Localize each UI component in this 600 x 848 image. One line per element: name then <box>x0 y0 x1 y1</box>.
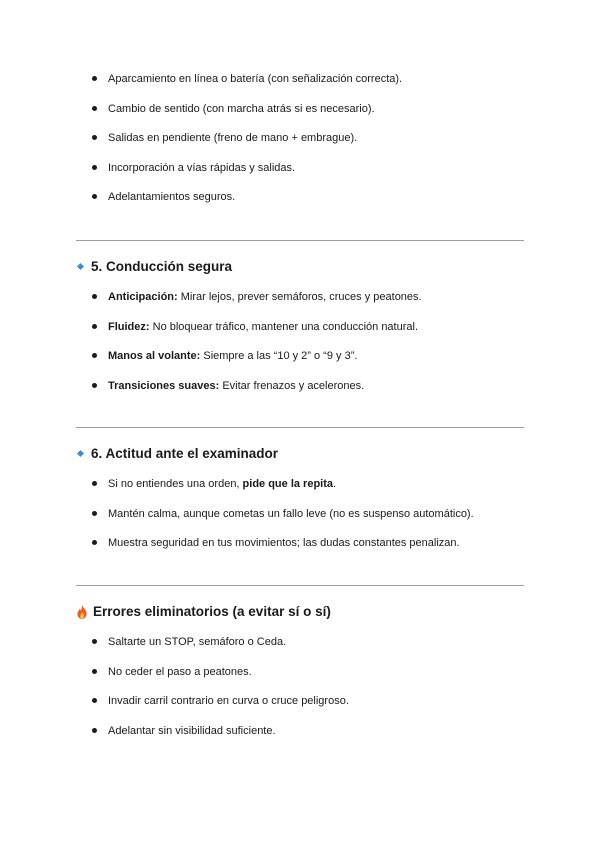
bullet-icon <box>92 165 97 170</box>
diamond-icon <box>77 263 84 270</box>
list-item <box>92 536 532 566</box>
safe-driving-list <box>92 290 532 408</box>
item-emphasis: pide que la repita <box>242 478 334 490</box>
item-text: Si no entiendes una orden, <box>108 478 243 490</box>
bullet-icon <box>92 383 97 388</box>
section-divider <box>76 240 524 241</box>
section-title: 6. Actitud ante el examinador <box>91 446 279 461</box>
list-item <box>92 477 532 507</box>
bullet-icon <box>92 669 97 674</box>
section-heading <box>76 446 278 461</box>
list-item-text: Incorporación a vías rápidas y salidas. <box>108 161 296 174</box>
bullet-icon <box>92 135 97 140</box>
section-divider <box>76 585 524 586</box>
list-item <box>92 72 532 102</box>
item-description: No bloquear tráfico, mantener una conducción natural. <box>149 320 419 333</box>
list-item <box>92 694 532 724</box>
bullet-icon <box>92 540 97 545</box>
bullet-icon <box>92 106 97 111</box>
item-term: Manos al volante: <box>108 350 201 362</box>
item-text: Invadir carril contrario en curva o cruce peligroso. <box>108 695 349 707</box>
list-item <box>92 349 532 379</box>
list-item <box>92 290 532 320</box>
bullet-icon <box>92 194 97 199</box>
item-term: Anticipación: <box>108 291 178 303</box>
bullet-icon <box>92 76 97 81</box>
section-title: Errores eliminatorios (a evitar sí o sí) <box>93 604 331 619</box>
item-text: Mantén calma, aunque cometas un fallo leve (no es suspenso automático). <box>108 507 474 520</box>
eliminatory-errors-list <box>92 635 532 753</box>
diamond-icon <box>77 450 84 457</box>
list-item <box>92 507 532 537</box>
item-text: No ceder el paso a peatones. <box>108 665 252 678</box>
item-description: Mirar lejos, prever semáforos, cruces y peatones. <box>177 291 422 303</box>
item-term: Fluidez: <box>108 320 150 333</box>
list-item <box>92 724 532 754</box>
section-divider <box>76 427 524 428</box>
section-heading <box>76 604 331 619</box>
bullet-icon <box>92 511 97 516</box>
examiner-attitude-list <box>92 477 532 566</box>
list-item <box>92 131 532 161</box>
maneuvers-list <box>92 72 532 220</box>
list-item <box>92 161 532 191</box>
list-item-text: Aparcamiento en línea o batería (con señalización correcta). <box>108 73 403 85</box>
list-item <box>92 320 532 350</box>
list-item-text: Adelantamientos seguros. <box>108 191 236 203</box>
bullet-icon <box>92 353 97 358</box>
bullet-icon <box>92 728 97 733</box>
list-item <box>92 379 532 409</box>
list-item <box>92 635 532 665</box>
bullet-icon <box>92 698 97 703</box>
list-item <box>92 102 532 132</box>
bullet-icon <box>92 481 97 486</box>
item-description: Siempre a las “10 y 2” o “9 y 3”. <box>200 350 358 362</box>
list-item <box>92 190 532 220</box>
item-term: Transiciones suaves: <box>108 379 220 392</box>
section-heading <box>76 259 232 274</box>
list-item-text: Salidas en pendiente (freno de mano + embrague). <box>108 132 358 144</box>
bullet-icon <box>92 324 97 329</box>
bullet-icon <box>92 294 97 299</box>
item-text: . <box>333 478 337 490</box>
fire-icon <box>76 605 88 619</box>
bullet-icon <box>92 639 97 644</box>
item-description: Evitar frenazos y acelerones. <box>219 379 365 392</box>
section-title: 5. Conducción segura <box>91 259 233 274</box>
item-text: Adelantar sin visibilidad suficiente. <box>108 724 276 737</box>
item-text: Muestra seguridad en tus movimientos; las dudas constantes penalizan. <box>108 537 460 549</box>
list-item <box>92 665 532 695</box>
list-item-text: Cambio de sentido (con marcha atrás si es necesario). <box>108 102 375 115</box>
item-text: Saltarte un STOP, semáforo o Ceda. <box>108 636 287 648</box>
